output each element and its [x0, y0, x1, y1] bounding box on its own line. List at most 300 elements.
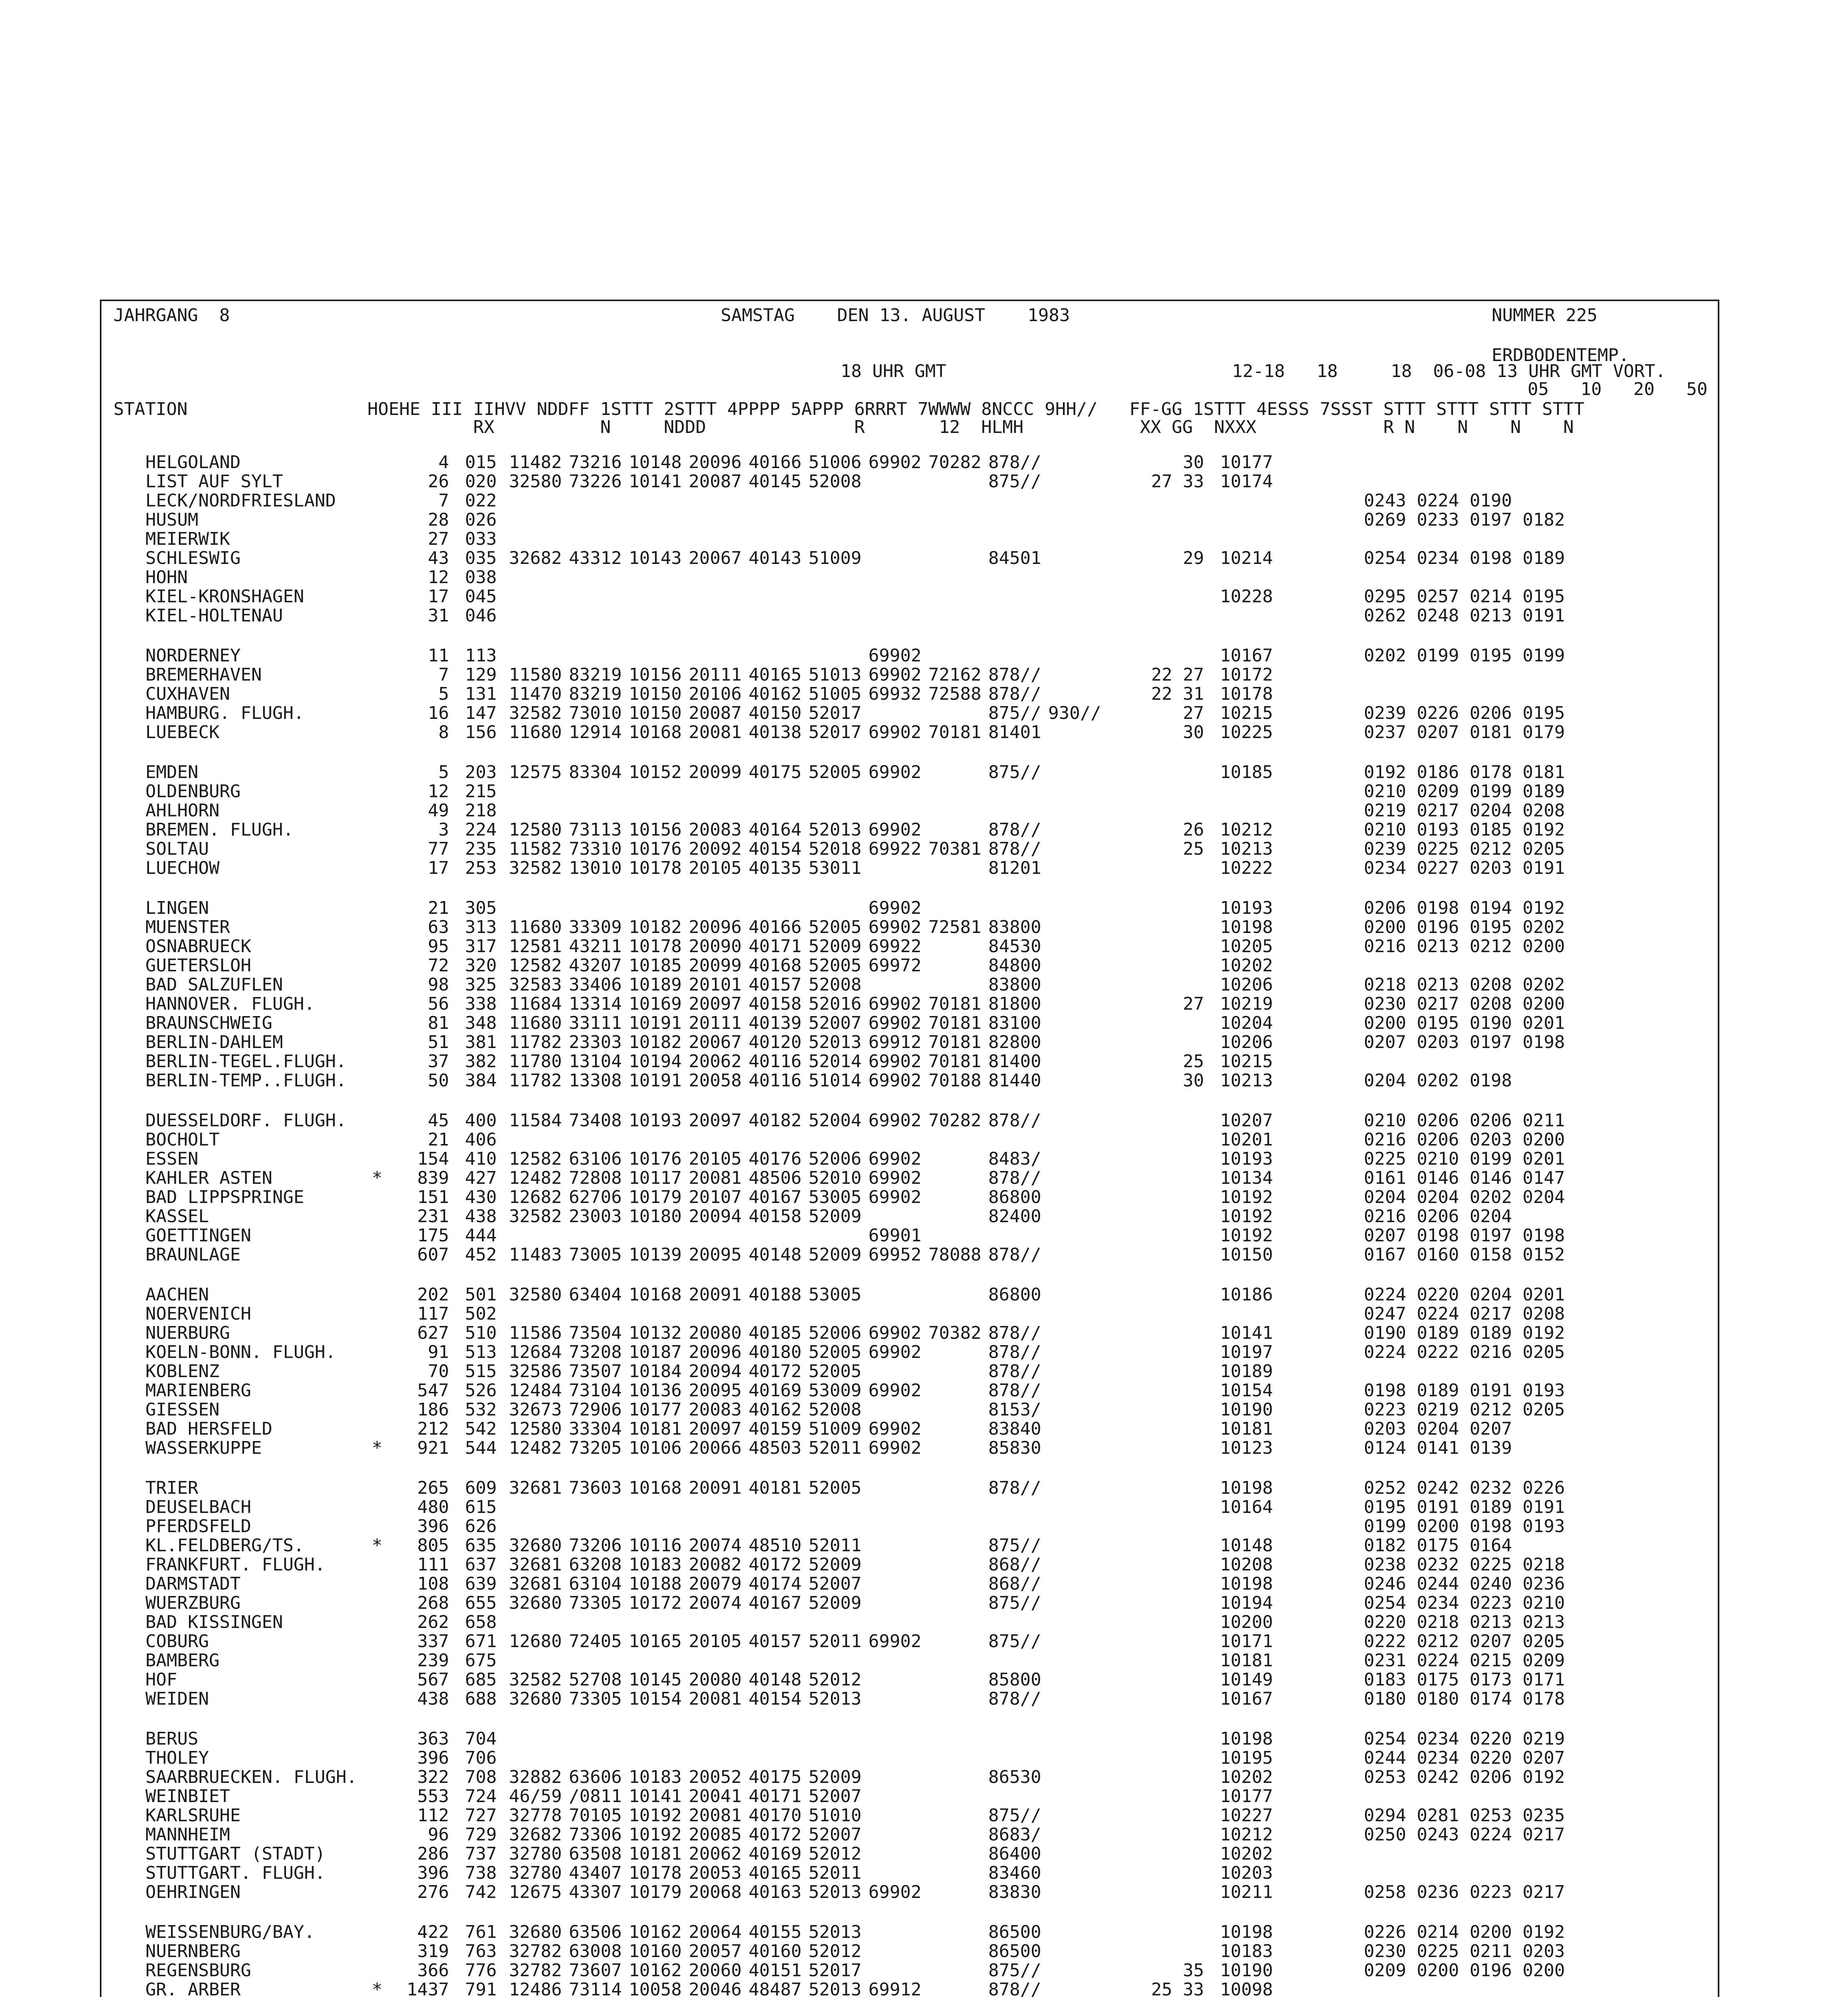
soil-temperatures — [1364, 1362, 1612, 1381]
column-gap — [449, 918, 465, 937]
group-nddff: 13308 — [569, 1071, 622, 1090]
group-2sttt: 20081 — [689, 1689, 742, 1709]
group-6rrrt: 69902 — [868, 1014, 922, 1033]
soil-temperatures: 0210 0209 0199 0189 — [1364, 782, 1565, 801]
group-8nccc: 85830 — [988, 1439, 1041, 1458]
group-5appp — [809, 510, 868, 530]
table-row — [145, 1651, 1612, 1670]
group-iihvv: 12575 — [509, 763, 562, 782]
column-gap — [449, 1632, 465, 1651]
group-6rrrt — [868, 1864, 928, 1883]
group-7wwww — [928, 1670, 988, 1689]
group-8nccc: 82800 — [988, 1033, 1041, 1052]
group-1sttt: 10184 — [629, 1362, 682, 1381]
group-4pppp: 40163 — [749, 1883, 802, 1902]
group-nddff: 43307 — [569, 1883, 622, 1902]
group-2sttt: 20111 — [689, 665, 742, 685]
station-index: 444 — [465, 1226, 497, 1245]
group-1sttt: 10168 — [629, 723, 682, 742]
column-gap — [1204, 1670, 1220, 1689]
column-gap — [1204, 820, 1220, 840]
station-name: NUERBURG — [145, 1324, 230, 1343]
group-1sttt: 10139 — [629, 1245, 682, 1265]
mountain-marker — [369, 1729, 385, 1749]
group-7wwww — [928, 1207, 988, 1226]
wind-gusts — [1108, 1517, 1204, 1536]
group-8nccc: 878// — [988, 1169, 1041, 1188]
mountain-marker — [369, 1844, 385, 1864]
group-1sttt: 10136 — [629, 1381, 682, 1400]
station-name: BERLIN-TEMP..FLUGH. — [145, 1071, 347, 1090]
group-6rrrt — [868, 782, 928, 801]
station-index: 325 — [465, 975, 497, 995]
column-gap — [1204, 1574, 1220, 1594]
group-7wwww — [928, 1632, 988, 1651]
mountain-marker — [369, 1381, 385, 1400]
height: 212 — [417, 1419, 449, 1439]
mountain-marker — [369, 899, 385, 918]
table-row — [145, 1400, 1612, 1419]
group-2sttt: 20081 — [689, 723, 742, 742]
group-iihvv: 32782 — [509, 1942, 562, 1961]
soil-temperatures — [1364, 453, 1612, 472]
group-4pppp: 40165 — [749, 665, 802, 685]
group-6rrrt: 69902 — [868, 899, 922, 918]
column-gap — [1204, 530, 1220, 549]
group-7wwww — [928, 1749, 988, 1768]
group-4esss — [1288, 606, 1348, 625]
table-row — [145, 1033, 1612, 1052]
column-gap — [1204, 1400, 1220, 1419]
group-1sttt-max: 10098 — [1220, 1980, 1273, 1997]
group-2sttt: 20092 — [689, 840, 742, 859]
group-nddff: 43207 — [569, 956, 622, 975]
group-7wwww: 70181 — [928, 723, 982, 742]
group-7wwww — [928, 975, 988, 995]
column-gap — [449, 1806, 465, 1825]
station-index: 742 — [465, 1883, 497, 1902]
column-gap — [1204, 1245, 1220, 1265]
table-row — [145, 1517, 1612, 1536]
height: 17 — [428, 859, 449, 878]
column-gap — [449, 1343, 465, 1362]
station-index: 658 — [465, 1613, 497, 1632]
group-2sttt: 20064 — [689, 1923, 742, 1942]
group-4esss — [1288, 1883, 1348, 1902]
height: 1437 — [407, 1980, 449, 1997]
group-7wwww — [928, 1285, 988, 1304]
group-2sttt — [689, 530, 749, 549]
group-nddff: 52708 — [569, 1670, 622, 1689]
group-1sttt-max: 10205 — [1220, 937, 1273, 956]
group-iihvv — [509, 1517, 569, 1536]
group-nddff: 33309 — [569, 918, 622, 937]
column-gap — [1348, 1479, 1364, 1498]
group-1sttt-max: 10211 — [1220, 1883, 1273, 1902]
group-1sttt-max: 10141 — [1220, 1324, 1273, 1343]
group-5appp: 52008 — [809, 472, 862, 491]
column-header-line-1: STATION HOEHE III IIHVV NDDFF 1STTT 2STTT 4PPPP 5APPP 6RRRT 7WWWW 8NCCC 9HH// FF-GG 1STTT 4ESSS 7SSST STTT STTT STTT STTT — [113, 399, 1585, 419]
station-index: 038 — [465, 568, 497, 587]
group-2sttt: 20090 — [689, 937, 742, 956]
group-9hh — [1048, 859, 1108, 878]
column-gap — [1348, 1883, 1364, 1902]
group-2sttt — [689, 587, 749, 606]
station-name: HOHN — [145, 568, 188, 587]
table-row — [145, 1304, 1612, 1324]
group-1sttt-max: 10190 — [1220, 1400, 1273, 1419]
group-9hh — [1048, 1980, 1108, 1997]
group-1sttt: 10143 — [629, 549, 682, 568]
table-row — [145, 840, 1612, 859]
mountain-marker — [369, 763, 385, 782]
group-2sttt: 20068 — [689, 1883, 742, 1902]
group-iihvv: 32782 — [509, 1961, 562, 1980]
group-4esss — [1288, 491, 1348, 510]
group-2sttt: 20094 — [689, 1362, 742, 1381]
station-index: 639 — [465, 1574, 497, 1594]
mountain-marker — [369, 995, 385, 1014]
height: 51 — [428, 1033, 449, 1052]
group-1sttt-max: 10227 — [1220, 1806, 1273, 1825]
group-4esss — [1288, 1594, 1348, 1613]
group-2sttt: 20107 — [689, 1188, 742, 1207]
group-9hh — [1048, 530, 1108, 549]
column-gap — [449, 1768, 465, 1787]
table-row — [145, 1574, 1612, 1594]
group-2sttt: 20081 — [689, 1169, 742, 1188]
height: 231 — [417, 1207, 449, 1226]
group-4pppp: 40160 — [749, 1942, 802, 1961]
group-2sttt: 20099 — [689, 763, 742, 782]
group-nddff: 23003 — [569, 1207, 622, 1226]
group-nddff: 73113 — [569, 820, 622, 840]
group-1sttt: 10176 — [629, 840, 682, 859]
group-5appp: 52009 — [809, 1207, 862, 1226]
column-gap — [1204, 1479, 1220, 1498]
group-nddff: 73603 — [569, 1479, 622, 1498]
wind-gusts — [1108, 1555, 1204, 1574]
station-name: GOETTINGEN — [145, 1226, 251, 1245]
column-gap — [449, 1052, 465, 1071]
mountain-marker — [369, 1555, 385, 1574]
height: 117 — [417, 1304, 449, 1324]
station-index: 706 — [465, 1749, 497, 1768]
group-7wwww — [928, 937, 988, 956]
group-5appp: 53005 — [809, 1188, 862, 1207]
station-name: BERUS — [145, 1729, 199, 1749]
group-2sttt: 20097 — [689, 1111, 742, 1130]
table-row — [145, 1324, 1612, 1343]
group-1sttt-max — [1220, 782, 1288, 801]
soil-temperatures: 0254 0234 0198 0189 — [1364, 549, 1565, 568]
group-9hh — [1048, 1285, 1108, 1304]
group-1sttt-max: 10198 — [1220, 1574, 1273, 1594]
group-iihvv: 32582 — [509, 1207, 562, 1226]
wind-gusts — [1108, 859, 1204, 878]
group-6rrrt — [868, 1498, 928, 1517]
mountain-marker — [369, 1517, 385, 1536]
soil-temperatures: 0234 0227 0203 0191 — [1364, 859, 1565, 878]
soil-temperatures — [1364, 956, 1612, 975]
group-1sttt: 10182 — [629, 1033, 682, 1052]
table-row — [145, 453, 1612, 472]
group-6rrrt — [868, 1479, 928, 1498]
group-2sttt: 20083 — [689, 820, 742, 840]
group-9hh — [1048, 1479, 1108, 1498]
station-name: SOLTAU — [145, 840, 209, 859]
group-iihvv: 11483 — [509, 1245, 562, 1265]
station-name: NOERVENICH — [145, 1304, 251, 1324]
wind-gusts — [1108, 1400, 1204, 1419]
table-row — [145, 1130, 1612, 1149]
mountain-marker: * — [372, 1169, 383, 1188]
group-4pppp: 40188 — [749, 1285, 802, 1304]
group-nddff: 73607 — [569, 1961, 622, 1980]
group-iihvv: 32681 — [509, 1574, 562, 1594]
height: 111 — [417, 1555, 449, 1574]
group-9hh — [1048, 1942, 1108, 1961]
group-nddff: 72906 — [569, 1400, 622, 1419]
station-index: 320 — [465, 956, 497, 975]
height: 3 — [438, 820, 449, 840]
group-nddff: 73310 — [569, 840, 622, 859]
group-5appp: 52005 — [809, 1362, 862, 1381]
height: 547 — [417, 1381, 449, 1400]
wind-gusts: 22 27 — [1151, 665, 1204, 685]
group-9hh — [1048, 1439, 1108, 1458]
group-nddff — [569, 1304, 629, 1324]
group-2sttt: 20106 — [689, 685, 742, 704]
group-1sttt: 10187 — [629, 1343, 682, 1362]
column-gap — [1348, 1188, 1364, 1207]
station-index: 737 — [465, 1844, 497, 1864]
wind-gusts: 27 — [1183, 704, 1204, 723]
group-8nccc: 83830 — [988, 1883, 1041, 1902]
column-gap — [1348, 723, 1364, 742]
group-4esss — [1288, 453, 1348, 472]
table-row — [145, 1498, 1612, 1517]
height: 37 — [428, 1052, 449, 1071]
group-4pppp: 40155 — [749, 1923, 802, 1942]
group-6rrrt — [868, 801, 928, 820]
column-gap — [449, 820, 465, 840]
station-index: 609 — [465, 1479, 497, 1498]
height: 839 — [417, 1169, 449, 1188]
group-iihvv: 12486 — [509, 1980, 562, 1997]
group-2sttt: 20087 — [689, 704, 742, 723]
group-9hh — [1048, 549, 1108, 568]
table-row — [145, 801, 1612, 820]
column-gap — [449, 1400, 465, 1419]
wind-gusts — [1108, 1479, 1204, 1498]
group-8nccc: 878// — [988, 840, 1041, 859]
wind-gusts — [1108, 1632, 1204, 1651]
station-name: OSNABRUECK — [145, 937, 251, 956]
height: 31 — [428, 606, 449, 625]
group-9hh — [1048, 1033, 1108, 1052]
group-1sttt-max: 10186 — [1220, 1285, 1273, 1304]
group-5appp: 53009 — [809, 1381, 862, 1400]
station-index: 655 — [465, 1594, 497, 1613]
group-1sttt-max: 10198 — [1220, 1729, 1273, 1749]
station-name: COBURG — [145, 1632, 209, 1651]
group-1sttt — [629, 782, 689, 801]
column-gap — [1204, 1961, 1220, 1980]
table-row — [145, 1207, 1612, 1226]
mountain-marker — [369, 1014, 385, 1033]
group-5appp: 52013 — [809, 1883, 862, 1902]
column-gap — [1348, 899, 1364, 918]
group-7wwww: 72581 — [928, 918, 982, 937]
group-5appp: 52017 — [809, 1961, 862, 1980]
mountain-marker — [369, 530, 385, 549]
group-8nccc — [988, 782, 1048, 801]
group-iihvv — [509, 1304, 569, 1324]
height: 337 — [417, 1632, 449, 1651]
soil-temperatures: 0224 0222 0216 0205 — [1364, 1343, 1565, 1362]
station-index: 384 — [465, 1071, 497, 1090]
group-nddff — [569, 782, 629, 801]
group-8nccc — [988, 899, 1048, 918]
group-4esss — [1288, 1033, 1348, 1052]
group-iihvv — [509, 1729, 569, 1749]
group-8nccc: 875// — [988, 1806, 1041, 1825]
group-4pppp: 40171 — [749, 1787, 802, 1806]
soil-temperatures: 0262 0248 0213 0191 — [1364, 606, 1565, 625]
group-9hh — [1048, 472, 1108, 491]
mountain-marker — [369, 1670, 385, 1689]
wind-gusts: 26 — [1183, 820, 1204, 840]
wind-gusts — [1108, 1651, 1204, 1670]
height: 265 — [417, 1479, 449, 1498]
group-6rrrt: 69922 — [868, 937, 922, 956]
group-1sttt-max: 10193 — [1220, 899, 1273, 918]
group-1sttt-max: 10213 — [1220, 840, 1273, 859]
group-2sttt: 20097 — [689, 995, 742, 1014]
table-row — [145, 1923, 1612, 1942]
height: 319 — [417, 1942, 449, 1961]
mountain-marker — [369, 782, 385, 801]
column-gap — [1348, 1594, 1364, 1613]
column-gap — [1204, 1864, 1220, 1883]
column-gap — [1348, 1689, 1364, 1709]
group-6rrrt: 69902 — [868, 1883, 922, 1902]
group-7wwww — [928, 472, 988, 491]
group-4esss — [1288, 1324, 1348, 1343]
group-2sttt: 20079 — [689, 1574, 742, 1594]
group-nddff: 83304 — [569, 763, 622, 782]
wind-gusts — [1108, 782, 1204, 801]
soil-temperatures: 0231 0224 0215 0209 — [1364, 1651, 1565, 1670]
group-7wwww — [928, 549, 988, 568]
group-6rrrt — [868, 1787, 928, 1806]
station-index: 708 — [465, 1768, 497, 1787]
station-name: SAARBRUECKEN. FLUGH. — [145, 1768, 357, 1787]
height: 286 — [417, 1844, 449, 1864]
mountain-marker — [369, 1749, 385, 1768]
group-8nccc: 8153/ — [988, 1400, 1041, 1419]
soil-temperatures: 0192 0186 0178 0181 — [1364, 763, 1565, 782]
height: 366 — [417, 1961, 449, 1980]
group-6rrrt — [868, 530, 928, 549]
table-row — [145, 723, 1612, 742]
group-1sttt-max: 10194 — [1220, 1594, 1273, 1613]
group-nddff: 63404 — [569, 1285, 622, 1304]
soil-temperatures: 0239 0226 0206 0195 — [1364, 704, 1565, 723]
group-1sttt: 10191 — [629, 1014, 682, 1033]
mountain-marker — [369, 1961, 385, 1980]
group-7wwww — [928, 1574, 988, 1594]
column-gap — [1204, 1555, 1220, 1574]
group-9hh — [1048, 1245, 1108, 1265]
group-iihvv — [509, 1498, 569, 1517]
table-row — [145, 937, 1612, 956]
group-5appp: 52011 — [809, 1439, 862, 1458]
group-1sttt-max: 10201 — [1220, 1130, 1273, 1149]
column-gap — [1348, 1343, 1364, 1362]
group-8nccc: 84501 — [988, 549, 1041, 568]
wind-gusts — [1108, 899, 1204, 918]
station-index: 046 — [465, 606, 497, 625]
station-index: 033 — [465, 530, 497, 549]
column-gap — [1204, 1207, 1220, 1226]
table-row — [145, 1768, 1612, 1787]
group-2sttt — [689, 801, 749, 820]
column-gap — [1348, 1517, 1364, 1536]
group-6rrrt — [868, 587, 928, 606]
column-gap — [1204, 918, 1220, 937]
group-9hh — [1048, 1923, 1108, 1942]
column-gap — [1204, 453, 1220, 472]
group-iihvv: 32882 — [509, 1768, 562, 1787]
group-6rrrt — [868, 568, 928, 587]
group-1sttt — [629, 646, 689, 665]
group-8nccc — [988, 1304, 1048, 1324]
soil-temperatures: 0200 0196 0195 0202 — [1364, 918, 1565, 937]
group-4pppp: 40154 — [749, 1689, 802, 1709]
station-name: HOF — [145, 1670, 177, 1689]
station-index: 430 — [465, 1188, 497, 1207]
group-9hh — [1048, 840, 1108, 859]
group-9hh — [1048, 1052, 1108, 1071]
soil-temperatures — [1364, 1864, 1612, 1883]
station-name: WEIDEN — [145, 1689, 209, 1709]
table-row — [145, 1362, 1612, 1381]
mountain-marker — [369, 820, 385, 840]
group-7wwww — [928, 1419, 988, 1439]
column-gap — [1204, 1362, 1220, 1381]
station-name: SCHLESWIG — [145, 549, 241, 568]
mountain-marker — [369, 1226, 385, 1245]
group-4pppp: 40174 — [749, 1574, 802, 1594]
group-2sttt — [689, 606, 749, 625]
group-nddff — [569, 530, 629, 549]
group-2sttt: 20096 — [689, 918, 742, 937]
group-nddff: 63506 — [569, 1923, 622, 1942]
group-6rrrt: 69902 — [868, 453, 922, 472]
group-6rrrt: 69912 — [868, 1033, 922, 1052]
group-9hh — [1048, 1806, 1108, 1825]
group-9hh — [1048, 995, 1108, 1014]
group-2sttt: 20105 — [689, 1632, 742, 1651]
group-iihvv: 12684 — [509, 1343, 562, 1362]
wind-gusts — [1108, 1689, 1204, 1709]
group-8nccc — [988, 530, 1048, 549]
column-gap — [1348, 1825, 1364, 1844]
group-1sttt — [629, 510, 689, 530]
station-index: 129 — [465, 665, 497, 685]
